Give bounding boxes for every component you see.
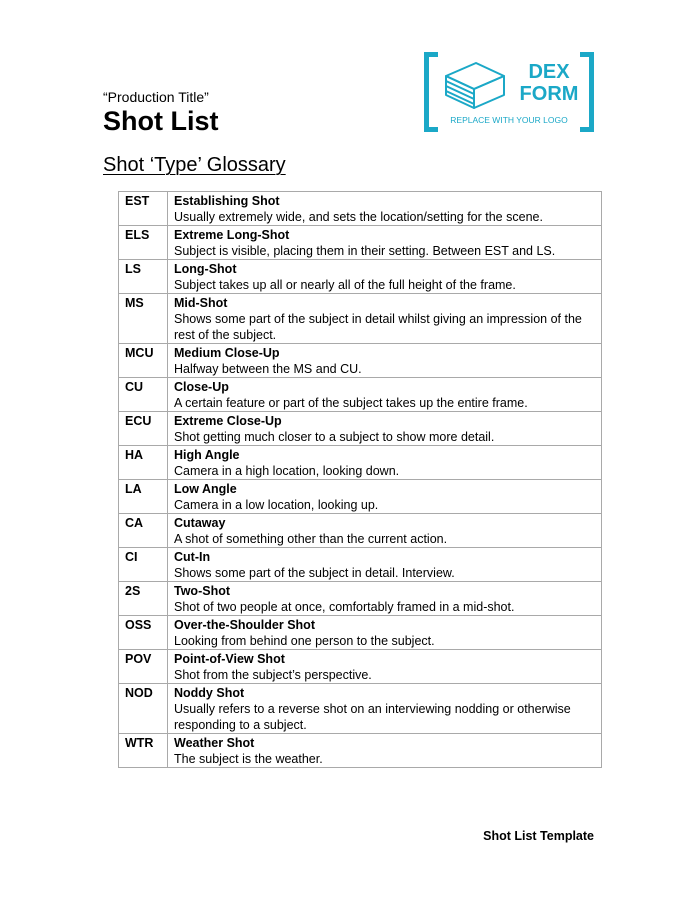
shot-code: MCU [119, 344, 168, 378]
shot-description: Shot from the subject’s perspective. [174, 668, 372, 682]
shot-code: HA [119, 446, 168, 480]
shot-name: Weather Shot [174, 736, 255, 750]
page-title: Shot List [103, 106, 219, 136]
shot-code: LA [119, 480, 168, 514]
logo-tagline: REPLACE WITH YOUR LOGO [450, 115, 568, 125]
shot-name: Cut-In [174, 550, 211, 564]
shot-name: Over-the-Shoulder Shot [174, 618, 315, 632]
table-row [119, 734, 602, 768]
glossary-heading: Shot ‘Type’ Glossary [103, 154, 286, 176]
table-row [119, 582, 602, 616]
shot-code: POV [119, 650, 168, 684]
shot-details [168, 260, 602, 294]
shot-description: Shot getting much closer to a subject to show more detail. [174, 430, 495, 444]
shot-code: NOD [119, 684, 168, 734]
shot-details [168, 446, 602, 480]
shot-description: Halfway between the MS and CU. [174, 362, 362, 376]
shot-name: Medium Close-Up [174, 346, 280, 360]
shot-code: ELS [119, 226, 168, 260]
shot-name: Low Angle [174, 482, 237, 496]
glossary-table [118, 191, 602, 768]
table-row [119, 684, 602, 734]
dexform-logo [424, 52, 594, 132]
shot-description: Shows some part of the subject in detail. Interview. [174, 566, 455, 580]
table-row [119, 378, 602, 412]
shot-code: EST [119, 192, 168, 226]
shot-details [168, 480, 602, 514]
shot-description: Usually refers to a reverse shot on an interviewing nodding or otherwise responding to a subject. [174, 702, 571, 732]
shot-details [168, 734, 602, 768]
shot-details [168, 226, 602, 260]
shot-name: Extreme Long-Shot [174, 228, 290, 242]
shot-description: Subject takes up all or nearly all of the full height of the frame. [174, 278, 516, 292]
shot-name: High Angle [174, 448, 240, 462]
shot-name: Mid-Shot [174, 296, 228, 310]
shot-description: Subject is visible, placing them in their setting. Between EST and LS. [174, 244, 556, 258]
shot-code: WTR [119, 734, 168, 768]
shot-description: Shot of two people at once, comfortably framed in a mid-shot. [174, 600, 515, 614]
shot-details [168, 378, 602, 412]
shot-code: MS [119, 294, 168, 344]
footer-label: Shot List Template [483, 829, 594, 843]
shot-code: CU [119, 378, 168, 412]
shot-code: ECU [119, 412, 168, 446]
shot-description: Looking from behind one person to the subject. [174, 634, 435, 648]
logo-line1: DEX [528, 61, 570, 83]
shot-details [168, 650, 602, 684]
shot-details [168, 514, 602, 548]
shot-name: Long-Shot [174, 262, 237, 276]
logo-line2: FORM [519, 83, 579, 105]
shot-name: Two-Shot [174, 584, 230, 598]
shot-code: CA [119, 514, 168, 548]
shot-details [168, 582, 602, 616]
table-row [119, 650, 602, 684]
shot-details [168, 294, 602, 344]
production-title: “Production Title” [103, 89, 209, 105]
table-row [119, 446, 602, 480]
shot-description: Shows some part of the subject in detail whilst giving an impression of the rest of the subject. [174, 312, 582, 342]
table-row [119, 260, 602, 294]
shot-details [168, 344, 602, 378]
table-row [119, 294, 602, 344]
shot-name: Noddy Shot [174, 686, 245, 700]
shot-details [168, 616, 602, 650]
table-row [119, 616, 602, 650]
shot-details [168, 684, 602, 734]
shot-code: 2S [119, 582, 168, 616]
shot-code: CI [119, 548, 168, 582]
shot-code: OSS [119, 616, 168, 650]
table-row [119, 412, 602, 446]
table-row [119, 344, 602, 378]
table-row [119, 226, 602, 260]
shot-description: Camera in a high location, looking down. [174, 464, 400, 478]
shot-name: Close-Up [174, 380, 229, 394]
shot-name: Establishing Shot [174, 194, 280, 208]
shot-name: Extreme Close-Up [174, 414, 282, 428]
shot-description: Camera in a low location, looking up. [174, 498, 379, 512]
stacked-pages-icon [446, 63, 504, 108]
shot-name: Point-of-View Shot [174, 652, 285, 666]
table-row [119, 192, 602, 226]
shot-details [168, 548, 602, 582]
shot-details [168, 192, 602, 226]
table-row [119, 514, 602, 548]
shot-description: The subject is the weather. [174, 752, 323, 766]
shot-description: A shot of something other than the current action. [174, 532, 448, 546]
shot-name: Cutaway [174, 516, 226, 530]
table-row [119, 480, 602, 514]
shot-description: Usually extremely wide, and sets the location/setting for the scene. [174, 210, 543, 224]
shot-description: A certain feature or part of the subject takes up the entire frame. [174, 396, 528, 410]
shot-code: LS [119, 260, 168, 294]
shot-details [168, 412, 602, 446]
table-row [119, 548, 602, 582]
